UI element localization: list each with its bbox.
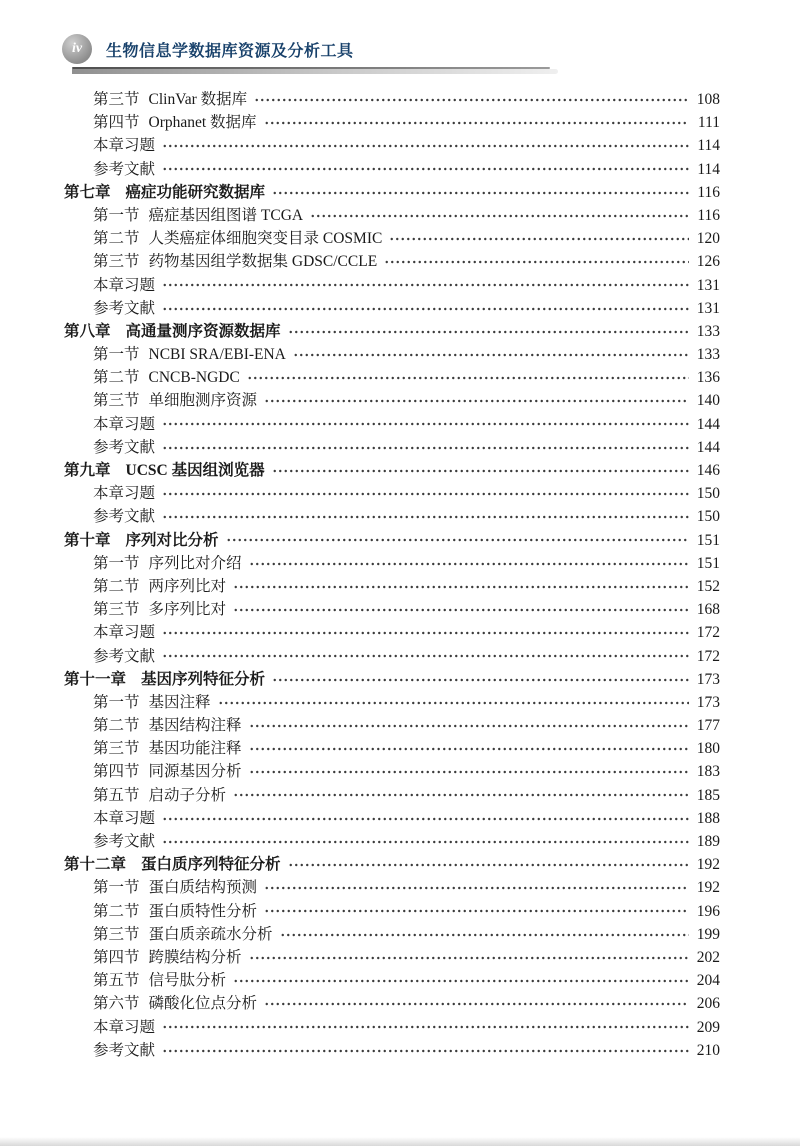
dot-leader bbox=[162, 513, 689, 521]
toc-entry bbox=[64, 969, 720, 992]
toc-entry-label: 第二节 bbox=[93, 369, 140, 387]
dot-leader bbox=[226, 536, 689, 544]
toc-entry-page: 133 bbox=[696, 346, 720, 364]
toc-entry bbox=[64, 343, 720, 366]
toc-entry-title: 本章习题 bbox=[93, 1018, 156, 1036]
page-number-badge bbox=[62, 34, 92, 64]
dot-leader bbox=[264, 907, 689, 915]
toc-entry-page: 206 bbox=[696, 995, 720, 1013]
dot-leader bbox=[162, 652, 689, 660]
toc-entry-title: 蛋白质结构预测 bbox=[148, 879, 258, 897]
toc-entry-title: 蛋白质亲疏水分析 bbox=[148, 925, 273, 943]
toc-entry bbox=[64, 413, 720, 436]
toc-entry-title: 人类癌症体细胞突变目录 COSMIC bbox=[148, 230, 383, 248]
toc-entry bbox=[64, 529, 720, 552]
toc-entry bbox=[64, 900, 720, 923]
toc-entry-page: 202 bbox=[696, 948, 720, 966]
toc-entry-title: 参考文献 bbox=[93, 438, 156, 456]
toc-entry bbox=[64, 691, 720, 714]
toc-entry-title: UCSC 基因组浏览器 bbox=[125, 462, 265, 479]
dot-leader bbox=[218, 698, 689, 706]
toc-entry bbox=[64, 459, 720, 482]
dot-leader bbox=[384, 258, 689, 266]
dot-leader bbox=[162, 142, 689, 150]
toc-entry-page: 151 bbox=[696, 554, 720, 572]
toc-entry bbox=[64, 760, 720, 783]
dot-leader bbox=[233, 583, 689, 591]
toc-entry-page: 188 bbox=[696, 809, 720, 827]
toc-entry bbox=[64, 1039, 720, 1062]
dot-leader bbox=[249, 722, 689, 730]
toc-entry-page: 180 bbox=[696, 740, 720, 758]
toc-entry bbox=[64, 505, 720, 528]
toc-entry bbox=[64, 274, 720, 297]
running-title: 生物信息学数据库资源及分析工具 bbox=[106, 42, 354, 60]
toc-entry-page: 116 bbox=[697, 183, 720, 201]
table-of-contents bbox=[64, 88, 720, 1062]
toc-entry bbox=[64, 668, 720, 691]
toc-entry-label: 第二节 bbox=[93, 230, 140, 248]
dot-leader bbox=[272, 467, 689, 475]
toc-entry bbox=[64, 134, 720, 157]
toc-entry-page: 204 bbox=[696, 972, 720, 990]
toc-entry-label: 第五节 bbox=[93, 972, 140, 990]
dot-leader bbox=[389, 235, 689, 243]
toc-entry bbox=[64, 807, 720, 830]
dot-leader bbox=[288, 861, 689, 869]
toc-entry-label: 第三节 bbox=[93, 601, 140, 619]
toc-entry-title: 参考文献 bbox=[93, 647, 156, 665]
toc-entry bbox=[64, 946, 720, 969]
toc-entry bbox=[64, 621, 720, 644]
dot-leader bbox=[280, 930, 689, 938]
toc-entry bbox=[64, 389, 720, 412]
dot-leader bbox=[288, 327, 689, 335]
toc-entry-title: Orphanet 数据库 bbox=[148, 114, 257, 132]
toc-entry-page: 131 bbox=[696, 276, 720, 294]
toc-entry-title: 本章习题 bbox=[93, 809, 156, 827]
toc-entry bbox=[64, 158, 720, 181]
toc-entry-page: 192 bbox=[696, 879, 720, 897]
toc-entry bbox=[64, 436, 720, 459]
toc-entry-page: 172 bbox=[696, 624, 720, 642]
toc-entry-label: 第七章 bbox=[64, 183, 111, 201]
toc-entry-page: 173 bbox=[696, 670, 720, 688]
dot-leader bbox=[162, 281, 689, 289]
dot-leader bbox=[272, 188, 689, 196]
toc-entry-label: 第二节 bbox=[93, 717, 140, 735]
toc-entry-page: 144 bbox=[696, 438, 720, 456]
toc-entry-page: 209 bbox=[696, 1018, 720, 1036]
dot-leader bbox=[233, 977, 689, 985]
toc-entry bbox=[64, 876, 720, 899]
toc-entry-label: 第三节 bbox=[93, 253, 140, 271]
toc-entry bbox=[64, 992, 720, 1015]
toc-entry-title: 参考文献 bbox=[93, 160, 156, 178]
dot-leader bbox=[249, 954, 689, 962]
toc-entry-label: 第十章 bbox=[64, 531, 111, 549]
toc-entry bbox=[64, 923, 720, 946]
page-bottom-shade bbox=[0, 1137, 800, 1146]
toc-entry-label: 第三节 bbox=[93, 740, 140, 758]
dot-leader bbox=[162, 420, 689, 428]
toc-entry bbox=[64, 204, 720, 227]
toc-entry-title: 跨膜结构分析 bbox=[148, 948, 242, 966]
toc-entry-title: 本章习题 bbox=[93, 415, 156, 433]
toc-entry bbox=[64, 714, 720, 737]
toc-entry bbox=[64, 320, 720, 343]
toc-entry-label: 第三节 bbox=[93, 392, 140, 410]
toc-entry-page: 172 bbox=[696, 647, 720, 665]
toc-entry-page: 196 bbox=[696, 902, 720, 920]
dot-leader bbox=[249, 559, 689, 567]
toc-entry-page: 116 bbox=[697, 206, 720, 224]
dot-leader bbox=[162, 443, 689, 451]
dot-leader bbox=[272, 675, 689, 683]
dot-leader bbox=[264, 1000, 689, 1008]
dot-leader bbox=[247, 374, 689, 382]
toc-entry-label: 第一节 bbox=[93, 346, 140, 364]
toc-entry-label: 第二节 bbox=[93, 577, 140, 595]
toc-entry-title: 本章习题 bbox=[93, 276, 156, 294]
toc-entry-title: 基因序列特征分析 bbox=[141, 670, 266, 688]
toc-entry-page: 177 bbox=[696, 717, 720, 735]
dot-leader bbox=[249, 768, 689, 776]
toc-entry-page: 150 bbox=[696, 508, 720, 526]
toc-entry-title: 本章习题 bbox=[93, 485, 156, 503]
dot-leader bbox=[233, 606, 689, 614]
toc-entry-title: ClinVar 数据库 bbox=[148, 91, 248, 108]
toc-entry-page: 151 bbox=[696, 531, 720, 549]
toc-entry-page: 210 bbox=[696, 1041, 720, 1059]
toc-entry-page: 192 bbox=[696, 856, 720, 874]
toc-entry-page: 168 bbox=[696, 601, 720, 619]
dot-leader bbox=[162, 1023, 689, 1031]
toc-entry bbox=[64, 552, 720, 575]
header-rule-thick-line bbox=[72, 69, 558, 74]
toc-entry bbox=[64, 737, 720, 760]
toc-entry-page: 131 bbox=[696, 299, 720, 317]
toc-entry bbox=[64, 784, 720, 807]
toc-entry-label: 第一节 bbox=[93, 554, 140, 572]
toc-entry-title: 癌症基因组图谱 TCGA bbox=[148, 206, 304, 224]
toc-entry-title: 基因功能注释 bbox=[148, 740, 242, 758]
toc-entry-label: 第一节 bbox=[93, 206, 140, 224]
toc-entry-label: 第二节 bbox=[93, 902, 140, 920]
toc-entry-title: 基因注释 bbox=[148, 693, 211, 711]
toc-entry bbox=[64, 297, 720, 320]
toc-entry-label: 第一节 bbox=[93, 879, 140, 897]
toc-entry-title: 参考文献 bbox=[93, 833, 156, 850]
toc-entry-page: 133 bbox=[696, 322, 720, 340]
toc-entry-page: 120 bbox=[696, 230, 720, 248]
toc-entry-label: 第三节 bbox=[93, 91, 140, 108]
toc-entry-label: 第三节 bbox=[93, 925, 140, 943]
toc-entry-title: 序列对比分析 bbox=[125, 531, 219, 549]
dot-leader bbox=[162, 838, 689, 846]
toc-entry-page: 111 bbox=[697, 114, 720, 132]
toc-entry-page: 199 bbox=[696, 925, 720, 943]
toc-entry-title: 两序列比对 bbox=[148, 577, 227, 595]
toc-entry-title: 启动子分析 bbox=[148, 786, 227, 804]
dot-leader bbox=[162, 304, 689, 312]
toc-entry-title: 本章习题 bbox=[93, 137, 156, 155]
toc-entry-title: NCBI SRA/EBI-ENA bbox=[148, 346, 286, 364]
toc-entry bbox=[64, 250, 720, 273]
dot-leader bbox=[162, 1046, 689, 1054]
dot-leader bbox=[264, 119, 689, 127]
dot-leader bbox=[162, 814, 689, 822]
toc-entry-title: 参考文献 bbox=[93, 508, 156, 526]
toc-entry-page: 152 bbox=[696, 577, 720, 595]
toc-entry bbox=[64, 181, 720, 204]
dot-leader bbox=[162, 165, 689, 173]
toc-entry-title: 序列比对介绍 bbox=[148, 554, 242, 572]
dot-leader bbox=[162, 629, 689, 637]
toc-entry bbox=[64, 366, 720, 389]
toc-entry-title: 单细胞测序资源 bbox=[148, 392, 258, 410]
toc-entry-label: 第九章 bbox=[64, 462, 111, 479]
toc-entry-title: 蛋白质特性分析 bbox=[148, 902, 258, 920]
toc-entry bbox=[64, 830, 720, 853]
header-rule-decoration bbox=[72, 67, 738, 75]
toc-entry-page: 183 bbox=[696, 763, 720, 781]
toc-entry-title: 药物基因组学数据集 GDSC/CCLE bbox=[148, 253, 378, 271]
header-top bbox=[62, 34, 738, 64]
toc-entry-label: 第十二章 bbox=[64, 856, 127, 874]
toc-entry-label: 第八章 bbox=[64, 322, 111, 340]
toc-entry bbox=[64, 88, 720, 111]
dot-leader bbox=[249, 745, 689, 753]
toc-entry-page: 189 bbox=[696, 833, 720, 850]
dot-leader bbox=[264, 397, 689, 405]
toc-entry bbox=[64, 111, 720, 134]
toc-entry-label: 第四节 bbox=[93, 948, 140, 966]
toc-entry-page: 185 bbox=[696, 786, 720, 804]
dot-leader bbox=[293, 351, 689, 359]
toc-entry-title: 癌症功能研究数据库 bbox=[125, 183, 266, 201]
toc-entry bbox=[64, 598, 720, 621]
toc-entry-page: 173 bbox=[696, 693, 720, 711]
toc-entry-label: 第六节 bbox=[93, 995, 140, 1013]
toc-entry-title: 本章习题 bbox=[93, 624, 156, 642]
toc-entry-title: 同源基因分析 bbox=[148, 763, 242, 781]
toc-entry-page: 136 bbox=[696, 369, 720, 387]
dot-leader bbox=[162, 490, 689, 498]
toc-entry bbox=[64, 853, 720, 876]
dot-leader bbox=[310, 212, 689, 220]
page-header bbox=[62, 34, 738, 74]
toc-entry-title: 高通量测序资源数据库 bbox=[125, 322, 281, 340]
toc-entry-title: 基因结构注释 bbox=[148, 717, 242, 735]
page-number-label: iv bbox=[71, 41, 83, 56]
toc-entry-title: CNCB-NGDC bbox=[148, 369, 240, 387]
toc-entry-title: 信号肽分析 bbox=[148, 972, 227, 990]
toc-entry-page: 108 bbox=[696, 91, 720, 108]
toc-entry bbox=[64, 645, 720, 668]
toc-entry bbox=[64, 575, 720, 598]
toc-entry-page: 150 bbox=[696, 485, 720, 503]
dot-leader bbox=[233, 791, 689, 799]
toc-entry-page: 140 bbox=[696, 392, 720, 410]
toc-entry bbox=[64, 1016, 720, 1039]
toc-entry-title: 参考文献 bbox=[93, 299, 156, 317]
dot-leader bbox=[264, 884, 689, 892]
toc-entry-label: 第四节 bbox=[93, 763, 140, 781]
toc-entry-title: 参考文献 bbox=[93, 1041, 156, 1059]
toc-entry-label: 第四节 bbox=[93, 114, 140, 132]
toc-entry-page: 146 bbox=[696, 462, 720, 479]
toc-entry bbox=[64, 227, 720, 250]
toc-entry-page: 114 bbox=[697, 137, 720, 155]
toc-entry-page: 126 bbox=[696, 253, 720, 271]
toc-entry bbox=[64, 482, 720, 505]
toc-entry-page: 114 bbox=[697, 160, 720, 178]
toc-entry-page: 144 bbox=[696, 415, 720, 433]
toc-entry-title: 多序列比对 bbox=[148, 601, 227, 619]
dot-leader bbox=[254, 96, 689, 104]
toc-entry-label: 第一节 bbox=[93, 693, 140, 711]
toc-entry-title: 蛋白质序列特征分析 bbox=[141, 856, 281, 874]
toc-entry-title: 磷酸化位点分析 bbox=[148, 995, 258, 1013]
toc-entry-label: 第五节 bbox=[93, 786, 140, 804]
toc-entry-label: 第十一章 bbox=[64, 670, 127, 688]
